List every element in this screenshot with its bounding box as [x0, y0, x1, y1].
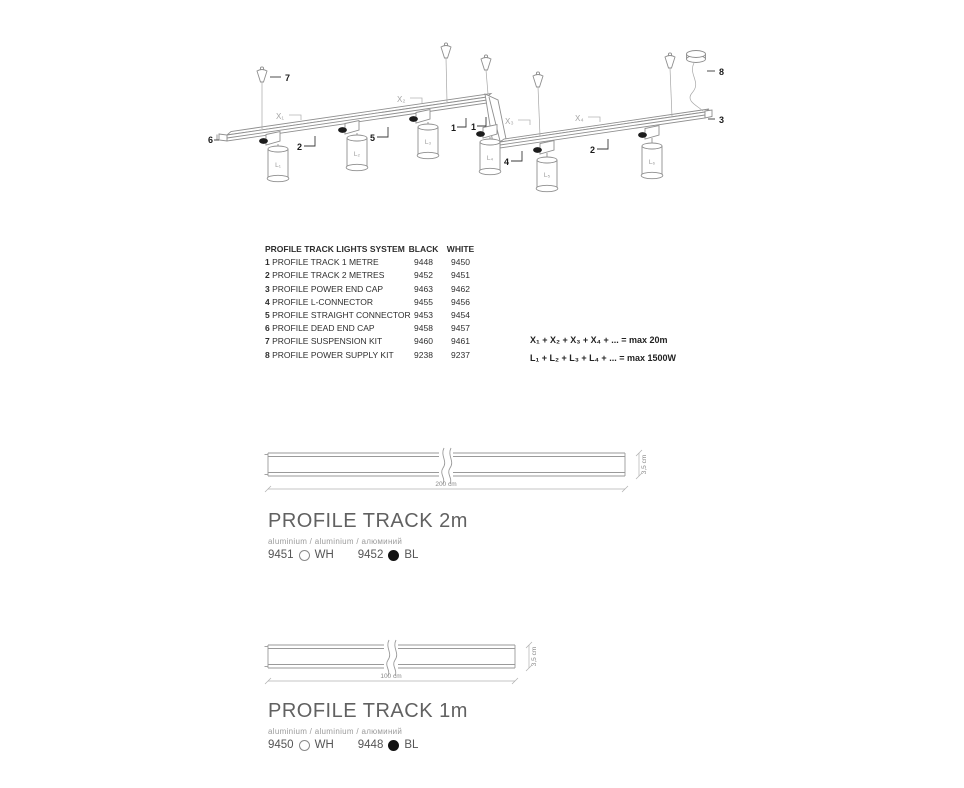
system-limits: [530, 331, 676, 367]
power-supply-kit-icon: [687, 51, 706, 112]
max-length-formula: X₁ + X₂ + X₃ + X₄ + ... = max 20m: [530, 335, 668, 345]
row-number: 3: [265, 283, 270, 294]
row-name: PROFILE L-CONNECTOR: [272, 296, 374, 307]
spotlight: [476, 125, 501, 175]
row-name: PROFILE DEAD END CAP: [272, 323, 375, 334]
lamp-label-l1: L₁: [275, 162, 281, 169]
track-1m-profile: [265, 640, 516, 676]
row-name: PROFILE POWER END CAP: [272, 283, 384, 294]
track-rail-left: [217, 94, 491, 142]
height-label: 3,5 cm: [641, 454, 648, 475]
column-header-white: WHITE: [446, 244, 475, 254]
callout-1-track-1m: 1: [451, 123, 457, 133]
power-end-cap: [705, 110, 712, 118]
row-black-code: 9238: [414, 349, 433, 360]
length-dimension: [265, 481, 628, 492]
table-row: [265, 309, 479, 322]
row-number: 6: [265, 323, 270, 334]
row-number: 1: [265, 257, 270, 268]
row-black-code: 9463: [414, 283, 433, 294]
white-label: WH: [314, 549, 334, 561]
callout-4-l-connector: 4: [504, 157, 510, 167]
row-black-code: 9452: [414, 270, 433, 281]
length-dimension: [265, 673, 518, 684]
white-code: 9451: [268, 549, 294, 561]
lamp-label-l2: L₂: [353, 151, 361, 158]
callout-2-track-2m: 2: [590, 145, 596, 155]
track-1m-dimension-drawing: [260, 635, 680, 697]
row-name: PROFILE SUSPENSION KIT: [272, 336, 383, 347]
white-label: WH: [314, 739, 334, 751]
column-header-black: BLACK: [408, 244, 439, 254]
row-black-code: 9453: [414, 310, 433, 321]
segment-label-x3: X₃: [505, 117, 514, 126]
row-name: PROFILE TRACK 1 METRE: [272, 257, 379, 268]
white-swatch-icon: [299, 550, 310, 561]
row-name: PROFILE TRACK 2 METRES: [272, 270, 385, 281]
table-row: [265, 349, 479, 362]
table-row: [265, 335, 479, 348]
white-code: 9450: [268, 739, 294, 751]
segment-label-x2: X₂: [397, 95, 406, 104]
section-title-track-1m: PROFILE TRACK 1m: [268, 700, 468, 722]
table-row: [265, 269, 479, 282]
callout-1-track-1m: 1: [471, 122, 477, 132]
spotlight: [259, 132, 289, 182]
black-code: 9448: [357, 739, 384, 751]
suspension-cone-icon: [533, 72, 543, 136]
row-number: 8: [265, 349, 270, 360]
black-swatch-icon: [388, 550, 399, 561]
black-code: 9452: [357, 549, 384, 561]
height-dimension: [636, 450, 648, 479]
row-white-code: 9451: [451, 270, 470, 281]
row-number: 5: [265, 310, 270, 321]
length-label: 100 cm: [380, 673, 402, 680]
segment-label-x1: X₁: [276, 112, 285, 121]
table-row: [265, 256, 479, 269]
row-number: 2: [265, 270, 270, 281]
spotlight: [638, 126, 663, 179]
max-power-formula: L₁ + L₂ + L₃ + L₄ + ... = max 1500W: [530, 353, 676, 363]
height-label: 3,5 cm: [531, 646, 538, 667]
track-rail-right: [500, 109, 712, 148]
row-black-code: 9460: [414, 336, 433, 347]
spotlight: [338, 121, 368, 171]
track-2m-profile: [265, 448, 626, 484]
white-swatch-icon: [299, 740, 310, 751]
row-white-code: 9454: [451, 310, 470, 321]
table-header-row: [265, 243, 479, 256]
lamp-label-l5: L₅: [543, 172, 551, 179]
section-title-track-2m: PROFILE TRACK 2m: [268, 510, 468, 532]
spotlight: [533, 141, 558, 192]
row-number: 4: [265, 296, 270, 307]
suspension-cone-icon: [257, 67, 267, 129]
table-title: PROFILE TRACK LIGHTS SYSTEM: [265, 244, 405, 254]
material-line: aluminium / aluminium / алюминий: [268, 537, 403, 546]
row-black-code: 9448: [414, 257, 433, 268]
callout-6-dead-end-cap: 6: [208, 135, 214, 145]
callout-8-power-supply: 8: [719, 67, 725, 77]
suspension-cone-icon: [441, 43, 451, 102]
color-codes-track-1m: [268, 739, 423, 751]
height-dimension: [526, 642, 538, 671]
row-white-code: 9461: [451, 336, 470, 347]
callout-2-track-2m: 2: [297, 142, 303, 152]
suspension-cone-icon: [665, 53, 675, 117]
black-label: BL: [404, 549, 419, 561]
table-row: [265, 296, 479, 309]
track-system-diagram: [200, 30, 740, 215]
row-white-code: 9450: [451, 257, 470, 268]
table-row: [265, 322, 479, 335]
spotlight: [409, 110, 439, 159]
suspension-cone-icon: [481, 55, 491, 94]
material-line: aluminium / aluminium / алюминий: [268, 727, 403, 736]
row-white-code: 9462: [451, 283, 470, 294]
callout-7-suspension-kit: 7: [285, 73, 291, 83]
black-swatch-icon: [388, 740, 399, 751]
dead-end-cap: [219, 134, 227, 141]
row-white-code: 9456: [451, 296, 470, 307]
row-white-code: 9237: [451, 349, 470, 360]
row-white-code: 9457: [451, 323, 470, 334]
row-number: 7: [265, 336, 270, 347]
row-name: PROFILE POWER SUPPLY KIT: [272, 349, 394, 360]
table-row: [265, 283, 479, 296]
row-black-code: 9455: [414, 296, 433, 307]
segment-label-x4: X₄: [575, 114, 584, 123]
callout-3-power-end-cap: 3: [719, 115, 725, 125]
row-black-code: 9458: [414, 323, 433, 334]
callout-5-straight-connector: 5: [370, 133, 376, 143]
lamp-label-l3: L₃: [424, 139, 432, 146]
product-table: [265, 243, 479, 362]
lamp-label-l4: L₄: [486, 155, 494, 162]
color-codes-track-2m: [268, 549, 423, 561]
lamp-label-l6: L₆: [648, 159, 656, 166]
track-2m-dimension-drawing: [260, 443, 680, 505]
length-label: 200 cm: [435, 481, 457, 488]
row-name: PROFILE STRAIGHT CONNECTOR: [272, 310, 411, 321]
black-label: BL: [404, 739, 419, 751]
